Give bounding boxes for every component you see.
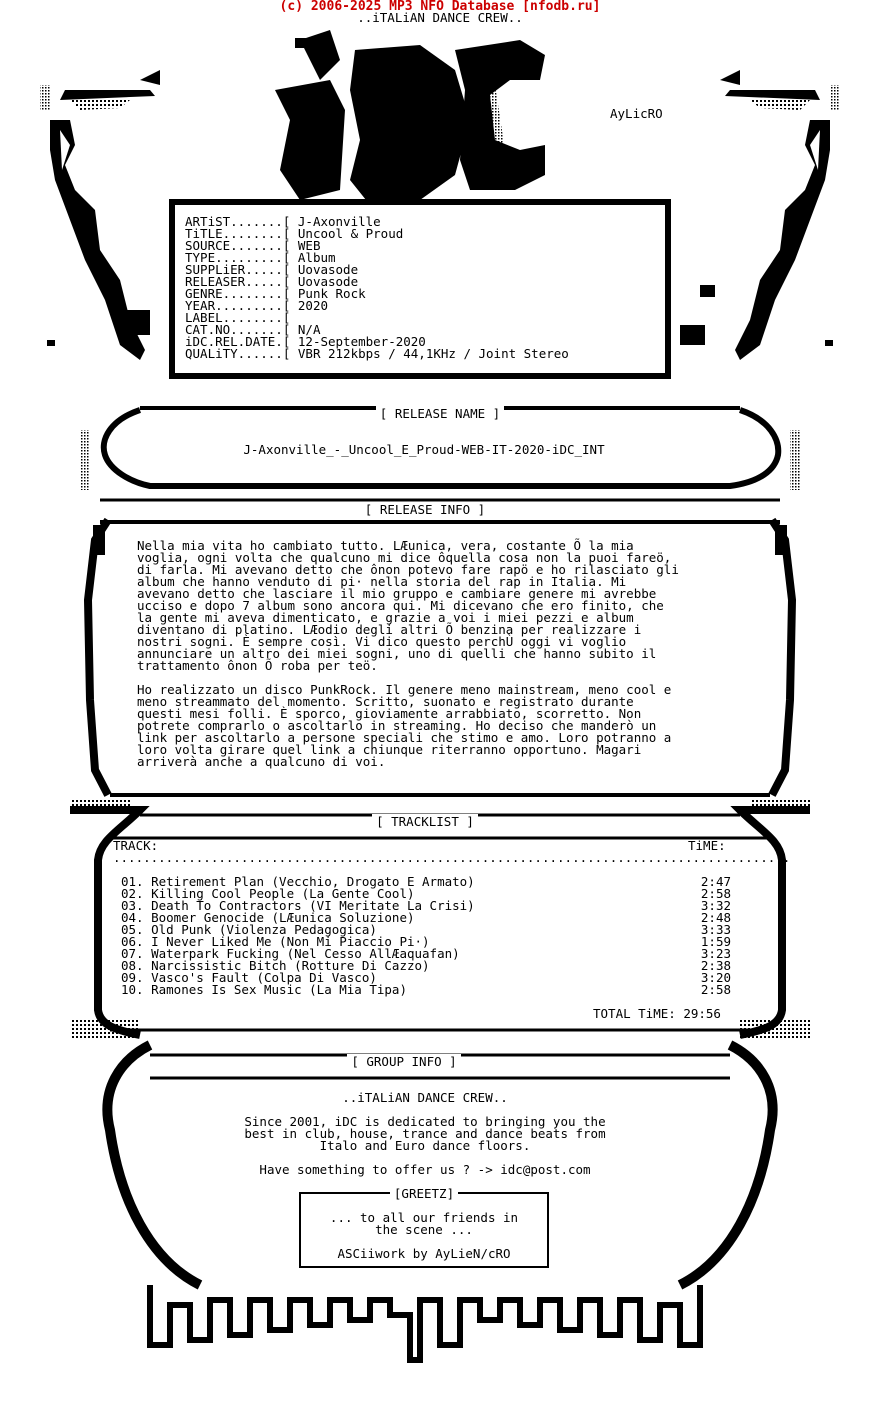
crew-name-top: ..iTALiAN DANCE CREW.. xyxy=(357,10,523,25)
detail-value: Uovasode xyxy=(297,262,359,277)
detail-label: TiTLE........[ xyxy=(185,226,291,241)
greetz-text: ... to all our friends in the scene ... xyxy=(329,1210,519,1237)
track-title: Killing Cool People (La Gente Cool) xyxy=(151,886,415,901)
track-time: 2:47 xyxy=(700,874,731,889)
detail-label: RELEASER.....[ xyxy=(185,274,291,289)
track-time: 1:59 xyxy=(700,934,731,949)
release-info-paragraph-1: Nella mia vita ho cambiato tutto. LÆunica, vera, costante Õ la mia voglia, ogni volta che qualcuno mi dice ôquella cosa non la puoi fareö, di farla. Mi avevano detto che ônon potevo fare rapö e ho rilasciato gli album che hanno venduto di pi· nella storia del rap in Italia. Mi avevano detto che lasciare il mio gruppo e cambiare genere mi avrebbe ucciso e dopo 7 album sono ancora qui. Mi dicevano che ero finito, che la gente mi aveva dimenticato, e grazie a voi i miei pezzi e album diventano di platino. LÆodio degli altri Õ benzina per realizzare i nostri sogni. È sempre così. Vi dico questo perchÙ oggi vi voglio annunciare un altro dei miei sogni, uno di quelli che hanno subito il trattamento ônon Õ roba per teö. xyxy=(137,538,679,673)
detail-label: YEAR.........[ xyxy=(185,298,291,313)
detail-label: SOURCE.......[ xyxy=(185,238,291,253)
detail-value: Punk Rock xyxy=(297,286,366,301)
detail-value: 2020 xyxy=(297,298,328,313)
track-title: Boomer Genocide (LÆunica Soluzione) xyxy=(151,910,415,925)
release-info-heading xyxy=(0,504,850,516)
track-number: 04. xyxy=(121,910,144,925)
track-title: Old Punk (Violenza Pedagogica) xyxy=(151,922,377,937)
release-name-title: [ RELEASE NAME ] xyxy=(376,406,504,421)
track-title: I Never Liked Me (Non Mi Piaccio Pi·) xyxy=(151,934,430,949)
track-number: 05. xyxy=(121,922,144,937)
track-number: 03. xyxy=(121,898,144,913)
track-title: Vasco's Fault (Colpa Di Vasco) xyxy=(151,970,377,985)
tracklist-heading xyxy=(0,816,850,828)
total-time-label: TOTAL TiME: xyxy=(593,1006,676,1021)
detail-value: Uncool & Proud xyxy=(297,226,404,241)
detail-label: CAT.NO.......[ xyxy=(185,322,291,337)
detail-label: LABEL........[ xyxy=(185,310,291,325)
track-number: 07. xyxy=(121,946,144,961)
track-time: 3:23 xyxy=(700,946,731,961)
track-list xyxy=(121,876,731,996)
group-info-title: [ GROUP INFO ] xyxy=(347,1054,460,1069)
release-info-paragraph-2: Ho realizzato un disco PunkRock. Il genere meno mainstream, meno cool e meno streammato del momento. Scritto, suonato e registrato durante questi mesi folli. È sporco, gioviamente arrabbiato, scorretto. Non potrete comprarlo o ascoltarlo in streaming. Ho deciso che manderò un link per ascoltarlo a persone speciali che stimo e amo. Loro potranno a loro volta girare quel link a chiunque riterranno opportuno. Magari arriverà anche a qualcuno di voi. xyxy=(137,682,672,769)
track-title: Ramones Is Sex Music (La Mia Tipa) xyxy=(151,982,407,997)
track-number: 01. xyxy=(121,874,144,889)
total-time-value: 29:56 xyxy=(683,1006,721,1021)
release-name-value: J-Axonville_-_Uncool_E_Proud-WEB-IT-2020-iDC_INT xyxy=(243,442,605,457)
track-time: 3:20 xyxy=(700,970,731,985)
top-right-ornament xyxy=(680,70,840,360)
track-time: 2:58 xyxy=(700,886,731,901)
track-number: 02. xyxy=(121,886,144,901)
detail-label: iDC.REL.DATE.[ xyxy=(185,334,291,349)
track-time: 2:48 xyxy=(700,910,731,925)
track-time: 3:32 xyxy=(700,898,731,913)
detail-value: WEB xyxy=(297,238,321,253)
track-title: Waterpark Fucking (Nel Cesso AllÆaquafan) xyxy=(151,946,460,961)
detail-label: SUPPLiER.....[ xyxy=(185,262,291,277)
release-info-title: [ RELEASE INFO ] xyxy=(361,502,489,517)
detail-value: Uovasode xyxy=(297,274,359,289)
detail-label: ARTiST.......[ xyxy=(185,214,291,229)
tracklist-title: [ TRACKLIST ] xyxy=(372,814,478,829)
detail-value: VBR 212kbps / 44,1KHz / Joint Stereo xyxy=(297,346,569,361)
group-crew-name: ..iTALiAN DANCE CREW.. xyxy=(342,1090,508,1105)
greetz-title: [GREETZ] xyxy=(390,1186,458,1201)
detail-value: Album xyxy=(297,250,336,265)
source-credit-line: (c) 2006-2025 MP3 NFO Database [nfodb.ru] xyxy=(279,0,601,14)
bottom-meander-border xyxy=(150,1285,700,1360)
tracklist-divider: .......................................................................................... xyxy=(113,850,791,865)
total-time xyxy=(593,1008,721,1020)
greetz-heading xyxy=(300,1188,548,1200)
detail-value: N/A xyxy=(297,322,321,337)
idc-logo xyxy=(275,30,545,205)
detail-label: GENRE........[ xyxy=(185,286,291,301)
group-contact: Have something to offer us ? -> idc@post.com xyxy=(259,1162,591,1177)
detail-label: TYPE.........[ xyxy=(185,250,291,265)
ascii-credit: ASCiiwork by AyLieN/cRO xyxy=(337,1246,511,1261)
detail-row xyxy=(185,348,569,360)
track-column-header: TRACK: xyxy=(113,838,159,853)
detail-label: QUALiTY......[ xyxy=(185,346,291,361)
track-title: Narcissistic Bitch (Rotture Di Cazzo) xyxy=(151,958,430,973)
track-number: 06. xyxy=(121,934,144,949)
track-number: 10. xyxy=(121,982,144,997)
time-column-header: TiME: xyxy=(688,838,726,853)
track-number: 08. xyxy=(121,958,144,973)
group-description: Since 2001, iDC is dedicated to bringing you the best in club, house, trance and dance beats from Italo and Euro dance floors. xyxy=(244,1114,606,1153)
track-title: Death To Contractors (VI Meritate La Crisi) xyxy=(151,898,475,913)
track-time: 2:58 xyxy=(700,982,731,997)
detail-value: 12-September-2020 xyxy=(297,334,426,349)
track-number: 09. xyxy=(121,970,144,985)
group-info-heading xyxy=(0,1056,808,1068)
track-row xyxy=(121,984,731,996)
release-name-heading xyxy=(0,408,880,420)
track-time: 2:38 xyxy=(700,958,731,973)
track-title: Retirement Plan (Vecchio, Drogato E Armato) xyxy=(151,874,475,889)
release-details xyxy=(185,216,569,360)
detail-value: J-Axonville xyxy=(297,214,381,229)
track-time: 3:33 xyxy=(700,922,731,937)
artist-tag: AyLicRO xyxy=(610,106,663,121)
top-left-ornament xyxy=(40,70,160,360)
